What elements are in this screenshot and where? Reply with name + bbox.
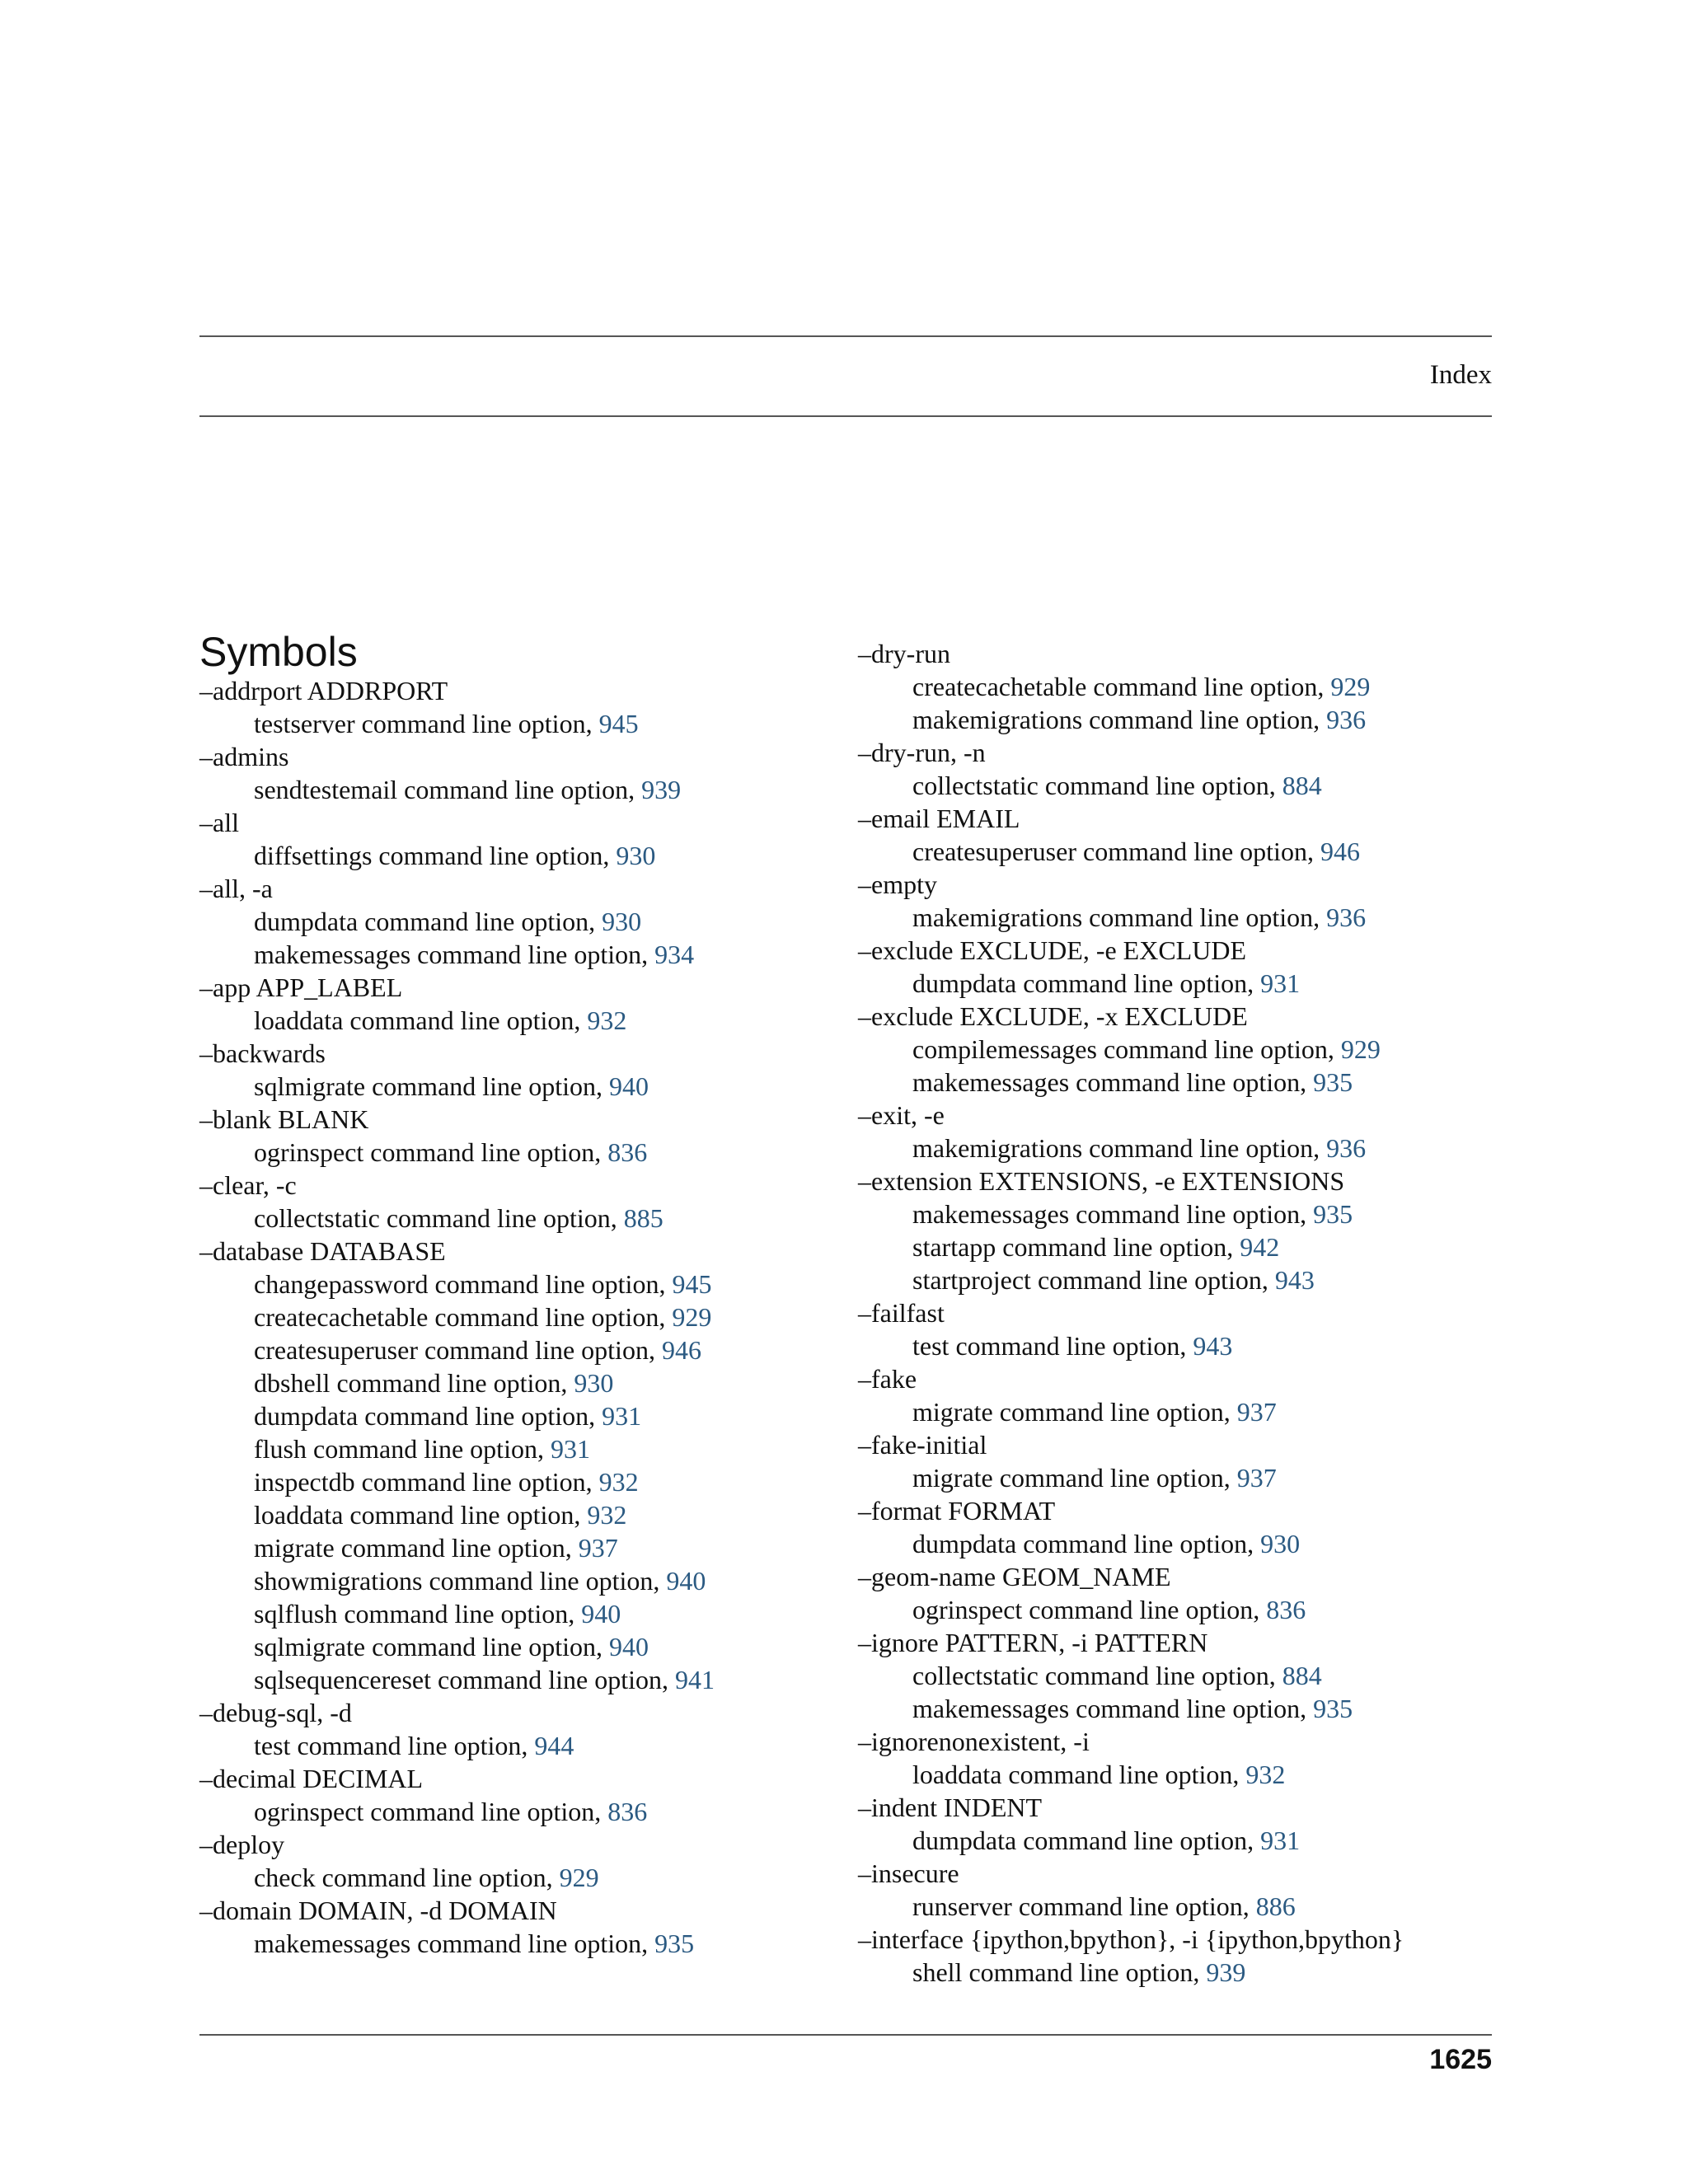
index-column-left — [199, 625, 826, 1960]
page-reference-link[interactable]: 943 — [1274, 1265, 1315, 1295]
page-reference-link[interactable]: 940 — [609, 1632, 649, 1661]
index-subentry — [858, 1461, 1484, 1494]
index-subentry — [858, 1956, 1484, 1989]
header-top-rule — [199, 335, 1492, 337]
index-entry-list — [199, 674, 826, 1960]
index-subentry — [858, 1033, 1484, 1066]
index-term: –domain DOMAIN, -d DOMAIN — [199, 1896, 557, 1925]
index-subentry — [858, 1230, 1484, 1263]
running-header-title: Index — [1429, 360, 1492, 390]
index-subentry — [199, 1202, 826, 1235]
subentry-text: makemigrations command line option, — [912, 1133, 1327, 1163]
subentry-text: sqlmigrate command line option, — [254, 1071, 610, 1101]
index-subentry — [199, 1597, 826, 1630]
index-entry — [199, 971, 826, 1037]
index-term: –clear, -c — [199, 1170, 297, 1200]
index-subentry — [199, 1333, 826, 1366]
page-reference-link[interactable]: 836 — [1266, 1595, 1306, 1624]
index-subentry — [858, 703, 1484, 736]
index-subentry — [858, 1890, 1484, 1923]
index-entry — [199, 872, 826, 971]
index-term: –ignore PATTERN, -i PATTERN — [858, 1628, 1208, 1657]
page-reference-link[interactable]: 929 — [1330, 672, 1371, 701]
page-reference-link[interactable]: 930 — [1260, 1529, 1301, 1558]
header-bottom-rule — [199, 415, 1492, 417]
index-term: –fake — [858, 1364, 917, 1394]
page-number: 1625 — [1429, 2044, 1492, 2075]
page-reference-link[interactable]: 936 — [1326, 705, 1367, 734]
index-subentry — [199, 1399, 826, 1432]
index-entry — [858, 637, 1484, 736]
page-reference-link[interactable]: 930 — [616, 841, 656, 870]
index-entry — [858, 1725, 1484, 1791]
index-column-right — [858, 637, 1484, 1989]
index-entry — [858, 736, 1484, 802]
page-reference-link[interactable]: 943 — [1193, 1331, 1233, 1361]
index-term: –addrport ADDRPORT — [199, 676, 448, 705]
index-entry — [199, 1103, 826, 1169]
index-subentry — [199, 1004, 826, 1037]
index-subentry — [858, 835, 1484, 868]
page-reference-link[interactable]: 931 — [1260, 1825, 1301, 1855]
index-term: –database DATABASE — [199, 1236, 446, 1266]
subentry-text: diffsettings command line option, — [254, 841, 617, 870]
index-subentry — [199, 1729, 826, 1762]
index-term: –dry-run — [858, 639, 950, 668]
index-term: –extension EXTENSIONS, -e EXTENSIONS — [858, 1166, 1345, 1196]
index-subentry — [858, 670, 1484, 703]
subentry-text: migrate command line option, — [254, 1533, 579, 1563]
index-term: –exclude EXCLUDE, -x EXCLUDE — [858, 1001, 1248, 1031]
page-reference-link[interactable]: 930 — [602, 907, 642, 936]
page-reference-link[interactable]: 929 — [1340, 1034, 1381, 1064]
page-reference-link[interactable]: 942 — [1240, 1232, 1280, 1262]
index-term: –insecure — [858, 1858, 959, 1888]
index-subentry — [199, 1136, 826, 1169]
subentry-text: sendtestemail command line option, — [254, 775, 642, 804]
index-term: –ignorenonexistent, -i — [858, 1727, 1090, 1756]
page-reference-link[interactable]: 936 — [1326, 1133, 1367, 1163]
index-term: –all, -a — [199, 874, 273, 903]
index-subentry — [858, 1263, 1484, 1296]
index-entry — [858, 1923, 1484, 1989]
index-term: –admins — [199, 742, 289, 771]
index-subentry — [199, 1070, 826, 1103]
index-subentry — [199, 773, 826, 806]
index-entry — [858, 1362, 1484, 1428]
subentry-text: ogrinspect command line option, — [254, 1137, 608, 1167]
index-subentry — [199, 1465, 826, 1498]
index-term: –all — [199, 808, 239, 837]
page-reference-link[interactable]: 937 — [578, 1533, 618, 1563]
index-entry — [858, 1857, 1484, 1923]
subentry-text: inspectdb command line option, — [254, 1467, 599, 1497]
page-reference-link[interactable]: 940 — [666, 1566, 706, 1596]
index-subentry — [199, 707, 826, 740]
index-term: –interface {ipython,bpython}, -i {ipython,bpython} — [858, 1924, 1404, 1954]
subentry-text: changepassword command line option, — [254, 1269, 673, 1299]
subentry-text: test command line option, — [912, 1331, 1193, 1361]
index-entry — [199, 1235, 826, 1696]
subentry-text: compilemessages command line option, — [912, 1034, 1341, 1064]
index-subentry — [199, 1498, 826, 1531]
subentry-text: migrate command line option, — [912, 1397, 1237, 1427]
index-subentry — [858, 1066, 1484, 1099]
index-term: –exclude EXCLUDE, -e EXCLUDE — [858, 935, 1246, 965]
index-term: –exit, -e — [858, 1100, 945, 1130]
subentry-text: runserver command line option, — [912, 1891, 1256, 1921]
index-term: –failfast — [858, 1298, 945, 1328]
page-reference-link[interactable]: 931 — [550, 1434, 590, 1464]
subentry-text: makemessages command line option, — [912, 1694, 1314, 1723]
subentry-text: dumpdata command line option, — [254, 907, 603, 936]
subentry-text: migrate command line option, — [912, 1463, 1237, 1493]
index-entry — [199, 674, 826, 740]
index-subentry — [199, 1795, 826, 1828]
index-subentry — [199, 1268, 826, 1301]
index-entry — [199, 1169, 826, 1235]
page-reference-link[interactable]: 935 — [1313, 1067, 1353, 1097]
index-subentry — [199, 1301, 826, 1333]
index-entry-list — [858, 637, 1484, 1989]
index-subentry — [199, 1861, 826, 1894]
page-reference-link[interactable]: 945 — [598, 709, 639, 738]
subentry-text: collectstatic command line option, — [912, 771, 1282, 800]
index-subentry — [858, 1197, 1484, 1230]
index-subentry — [199, 1531, 826, 1564]
page-reference-link[interactable]: 941 — [674, 1665, 715, 1694]
page-reference-link[interactable]: 939 — [641, 775, 682, 804]
subentry-text: dumpdata command line option, — [254, 1401, 603, 1431]
page-reference-link[interactable]: 932 — [587, 1005, 627, 1035]
subentry-text: createcachetable command line option, — [912, 672, 1331, 701]
page-reference-link[interactable]: 930 — [574, 1368, 614, 1398]
index-entry — [199, 1696, 826, 1762]
index-subentry — [199, 1432, 826, 1465]
index-term: –dry-run, -n — [858, 738, 986, 767]
subentry-text: test command line option, — [254, 1731, 535, 1760]
subentry-text: collectstatic command line option, — [912, 1661, 1282, 1690]
page-reference-link[interactable]: 935 — [1313, 1694, 1353, 1723]
page-reference-link[interactable]: 940 — [609, 1071, 649, 1101]
subentry-text: createsuperuser command line option, — [254, 1335, 662, 1365]
subentry-text: shell command line option, — [912, 1957, 1207, 1987]
index-entry — [199, 1828, 826, 1894]
page-reference-link[interactable]: 939 — [1206, 1957, 1246, 1987]
index-term: –deploy — [199, 1830, 285, 1859]
subentry-text: ogrinspect command line option, — [254, 1797, 608, 1826]
subentry-text: startapp command line option, — [912, 1232, 1240, 1262]
page-reference-link[interactable]: 884 — [1282, 771, 1322, 800]
index-entry — [858, 802, 1484, 868]
subentry-text: makemessages command line option, — [912, 1067, 1314, 1097]
subentry-text: sqlmigrate command line option, — [254, 1632, 610, 1661]
index-entry — [199, 1894, 826, 1960]
subentry-text: showmigrations command line option, — [254, 1566, 667, 1596]
page-reference-link[interactable]: 934 — [654, 940, 695, 969]
index-entry — [858, 1626, 1484, 1725]
page-reference-link[interactable]: 945 — [672, 1269, 712, 1299]
index-subentry — [199, 839, 826, 872]
index-term: –format FORMAT — [858, 1496, 1056, 1526]
page-reference-link[interactable]: 836 — [607, 1797, 648, 1826]
index-subentry — [199, 1663, 826, 1696]
index-term: –geom-name GEOM_NAME — [858, 1562, 1171, 1591]
index-subentry — [858, 1824, 1484, 1857]
index-term: –fake-initial — [858, 1430, 987, 1460]
index-term: –decimal DECIMAL — [199, 1764, 424, 1793]
subentry-text: createcachetable command line option, — [254, 1302, 673, 1332]
page-reference-link[interactable]: 885 — [623, 1203, 663, 1233]
index-entry — [858, 1560, 1484, 1626]
index-entry — [858, 1099, 1484, 1165]
subentry-text: makemessages command line option, — [254, 940, 655, 969]
subentry-text: dumpdata command line option, — [912, 1825, 1261, 1855]
page-reference-link[interactable]: 936 — [1326, 902, 1367, 932]
index-subentry — [858, 901, 1484, 934]
index-subentry — [858, 1395, 1484, 1428]
index-subentry — [858, 1593, 1484, 1626]
subentry-text: startproject command line option, — [912, 1265, 1275, 1295]
subentry-text: loaddata command line option, — [254, 1500, 588, 1530]
index-entry — [858, 1791, 1484, 1857]
index-entry — [858, 1494, 1484, 1560]
index-subentry — [858, 1132, 1484, 1165]
page-reference-link[interactable]: 931 — [1260, 968, 1301, 998]
index-entry — [199, 806, 826, 872]
index-subentry — [858, 1758, 1484, 1791]
subentry-text: collectstatic command line option, — [254, 1203, 624, 1233]
index-term: –email EMAIL — [858, 804, 1020, 833]
index-entry — [858, 1165, 1484, 1296]
page-reference-link[interactable]: 937 — [1236, 1463, 1277, 1493]
subentry-text: sqlsequencereset command line option, — [254, 1665, 675, 1694]
page-reference-link[interactable]: 932 — [587, 1500, 627, 1530]
subentry-text: loaddata command line option, — [912, 1760, 1246, 1789]
page-reference-link[interactable]: 932 — [598, 1467, 639, 1497]
subentry-text: makemigrations command line option, — [912, 902, 1327, 932]
page-reference-link[interactable]: 886 — [1255, 1891, 1296, 1921]
index-term: –app APP_LABEL — [199, 972, 403, 1002]
page-reference-link[interactable]: 929 — [559, 1863, 599, 1892]
subentry-text: createsuperuser command line option, — [912, 837, 1320, 866]
index-entry — [858, 1296, 1484, 1362]
subentry-text: makemessages command line option, — [254, 1929, 655, 1958]
index-subentry — [199, 938, 826, 971]
index-subentry — [199, 1927, 826, 1960]
index-subentry — [858, 1659, 1484, 1692]
index-entry — [199, 1037, 826, 1103]
index-term: –empty — [858, 869, 937, 899]
index-entry — [858, 868, 1484, 934]
subentry-text: dbshell command line option, — [254, 1368, 574, 1398]
index-entry — [199, 740, 826, 806]
page-reference-link[interactable]: 931 — [602, 1401, 642, 1431]
index-entry — [858, 934, 1484, 1000]
subentry-text: check command line option, — [254, 1863, 560, 1892]
index-subentry — [858, 1692, 1484, 1725]
subentry-text: flush command line option, — [254, 1434, 551, 1464]
index-entry — [199, 1762, 826, 1828]
subentry-text: sqlflush command line option, — [254, 1599, 582, 1629]
subentry-text: testserver command line option, — [254, 709, 599, 738]
index-subentry — [858, 769, 1484, 802]
index-term: –debug-sql, -d — [199, 1698, 352, 1727]
subentry-text: makemigrations command line option, — [912, 705, 1327, 734]
index-entry — [858, 1428, 1484, 1494]
index-subentry — [199, 1630, 826, 1663]
index-subentry — [858, 1527, 1484, 1560]
page-reference-link[interactable]: 935 — [654, 1929, 695, 1958]
index-subentry — [199, 1564, 826, 1597]
page-reference-link[interactable]: 937 — [1236, 1397, 1277, 1427]
subentry-text: makemessages command line option, — [912, 1199, 1314, 1229]
subentry-text: dumpdata command line option, — [912, 968, 1261, 998]
page-reference-link[interactable]: 929 — [672, 1302, 712, 1332]
index-subentry — [858, 967, 1484, 1000]
page-reference-link[interactable]: 935 — [1313, 1199, 1353, 1229]
subentry-text: ogrinspect command line option, — [912, 1595, 1267, 1624]
page-reference-link[interactable]: 932 — [1245, 1760, 1286, 1789]
index-subentry — [199, 1366, 826, 1399]
index-term: –blank BLANK — [199, 1104, 369, 1134]
index-subentry — [199, 905, 826, 938]
page-reference-link[interactable]: 946 — [661, 1335, 701, 1365]
subentry-text: dumpdata command line option, — [912, 1529, 1261, 1558]
section-heading: Symbols — [199, 629, 358, 675]
index-entry — [858, 1000, 1484, 1099]
page-reference-link[interactable]: 884 — [1282, 1661, 1322, 1690]
index-term: –indent INDENT — [858, 1793, 1043, 1822]
page-reference-link[interactable]: 940 — [581, 1599, 621, 1629]
index-term: –backwards — [199, 1038, 326, 1068]
index-subentry — [858, 1329, 1484, 1362]
page-reference-link[interactable]: 836 — [607, 1137, 648, 1167]
footer-rule — [199, 2034, 1492, 2036]
page-reference-link[interactable]: 946 — [1320, 837, 1360, 866]
subentry-text: loaddata command line option, — [254, 1005, 588, 1035]
page-reference-link[interactable]: 944 — [534, 1731, 574, 1760]
